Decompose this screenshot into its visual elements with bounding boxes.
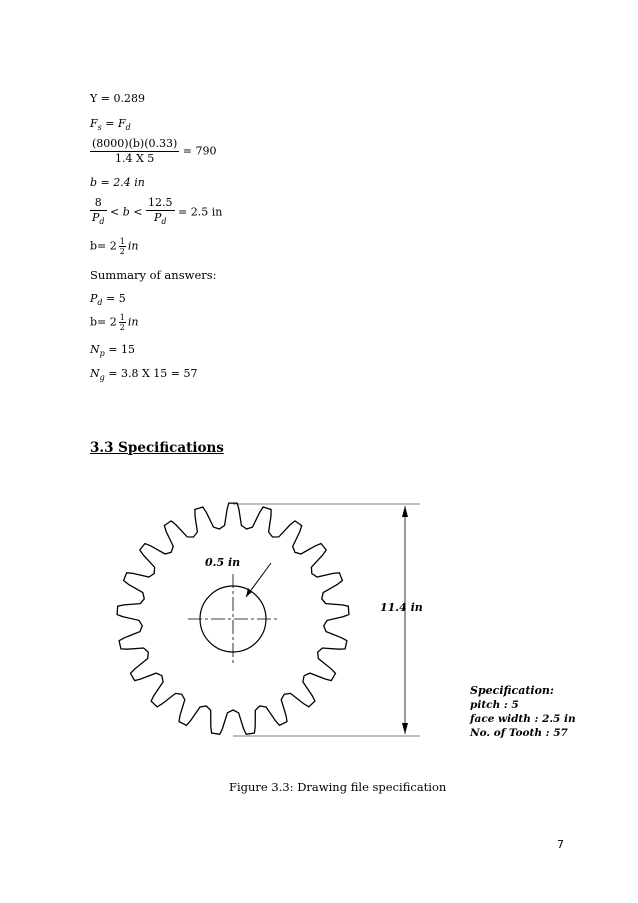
- left-den-symbol: P: [92, 211, 100, 224]
- right-den-subscript: d: [161, 217, 167, 227]
- fd-subscript: d: [125, 123, 131, 133]
- section-heading: 3.3 Specifications: [90, 440, 224, 456]
- summary-b-den: 2: [119, 323, 125, 332]
- b-value: b = 2.4 in: [90, 176, 145, 189]
- pd-symbol: P: [90, 292, 98, 305]
- np-symbol: N: [90, 343, 100, 356]
- diameter-bottom-arrow-icon: [402, 723, 408, 734]
- fs-subscript: s: [97, 123, 102, 133]
- ng-value: = 3.8 X 15 = 57: [104, 367, 198, 380]
- b-half-unit: in: [127, 239, 139, 253]
- spec-title: Specification:: [470, 684, 554, 697]
- pd-subscript: d: [97, 298, 103, 308]
- ng-subscript: g: [99, 373, 105, 383]
- summary-b-unit: in: [127, 315, 139, 329]
- b-half-den: 2: [119, 247, 125, 256]
- fs-symbol: F: [90, 117, 98, 130]
- summary-heading-text: Summary of answers:: [90, 268, 217, 282]
- np-value: = 15: [104, 343, 135, 356]
- fraction-numerator: (8000)(b)(0.33): [92, 137, 178, 150]
- inequality-middle: < b <: [106, 205, 146, 219]
- summary-b-num: 1: [119, 313, 125, 322]
- pd-value: = 5: [102, 292, 126, 305]
- figure-caption: Figure 3.3: Drawing file specification: [229, 780, 447, 794]
- fd-symbol: = F: [101, 117, 126, 130]
- left-den-subscript: d: [99, 217, 105, 227]
- right-den-symbol: P: [153, 211, 162, 224]
- fraction-denominator: 1.4 X 5: [114, 152, 155, 165]
- inequality-result: = 2.5 in: [174, 205, 223, 219]
- ng-symbol: N: [90, 367, 100, 380]
- y-value: Y = 0.289: [90, 92, 145, 105]
- b-half-prefix: b= 2: [90, 239, 117, 253]
- diameter-top-arrow-icon: [402, 506, 408, 517]
- diameter-label: 11.4 in: [380, 601, 423, 614]
- page-number: 7: [557, 838, 564, 851]
- right-numerator: 12.5: [148, 196, 173, 209]
- spec-pitch: pitch : 5: [470, 699, 519, 711]
- summary-b-prefix: b= 2: [90, 315, 117, 329]
- bore-circle: [200, 586, 266, 652]
- bore-label: 0.5 in: [205, 556, 241, 569]
- gear-outline: [117, 503, 349, 734]
- b-half-num: 1: [119, 237, 125, 246]
- fraction-result: = 790: [182, 144, 217, 158]
- spec-teeth: No. of Tooth : 57: [470, 727, 568, 739]
- left-numerator: 8: [90, 196, 107, 211]
- np-subscript: p: [99, 349, 105, 359]
- spec-face-width: face width : 2.5 in: [470, 713, 576, 725]
